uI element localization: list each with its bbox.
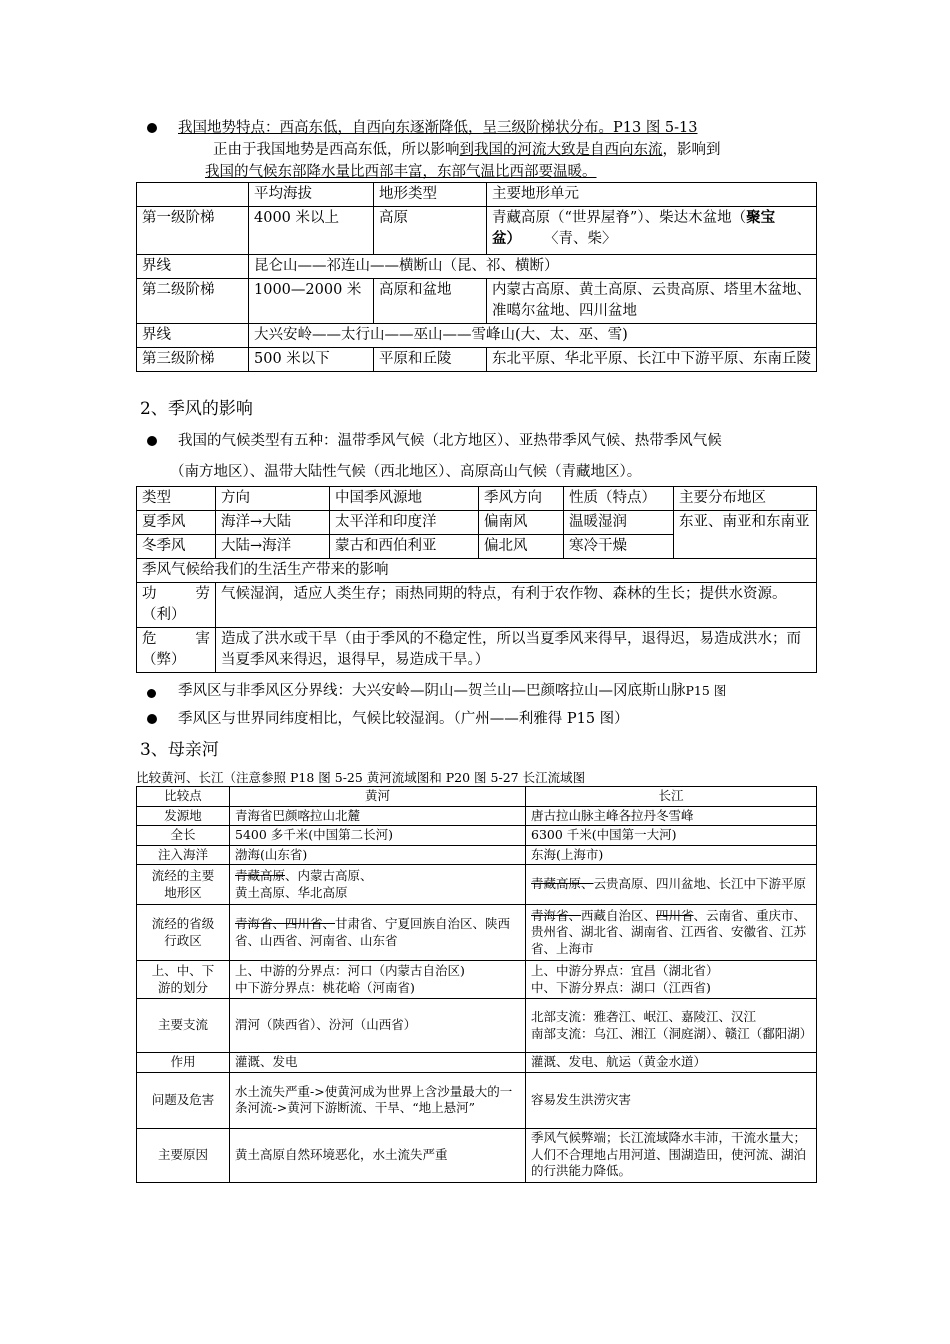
bullet-icon: [147, 436, 157, 446]
bullet-icon: [147, 714, 157, 724]
table-row: 夏季风 海洋→大陆 太平洋和印度洋 偏南风 温暖湿润 东亚、南亚和东南亚: [137, 511, 817, 535]
terrain-feature-line: 我国地势特点：西高东低，自西向东逐渐降低，呈三级阶梯状分布。P13 图 5-13: [178, 120, 698, 136]
climate-types-line-1: 我国的气候类型有五种：温带季风气候（北方地区）、亚热带季风气候、热带季风气候: [178, 433, 722, 449]
table-header-row: 平均海拔 地形类型 主要地形单元: [137, 183, 817, 207]
table-row: 全长 5400 多千米(中国第二长河) 6300 千米(中国第一大河): [137, 826, 817, 846]
section-title-mother-river: 3、母亲河: [140, 740, 219, 760]
table-row: 第一级阶梯 4000 米以上 高原 青藏高原（“世界屋脊”）、柴达木盆地（聚宝盆） 〈青、柴〉: [137, 207, 817, 255]
intro-line-2: 正由于我国地势是西高东低，所以影响到我国的河流大致是自西向东流，影响到: [213, 142, 721, 158]
table-row: 发源地 青海省巴颜喀拉山北麓 唐古拉山脉主峰各拉丹冬雪峰: [137, 806, 817, 826]
river-compare-caption: 比较黄河、长江（注意参照 P18 图 5-25 黄河流域图和 P20 图 5-27 长江流域图: [136, 770, 586, 785]
table-row: 流经的主要 地形区 青藏高原、内蒙古高原、 黄土高原、华北高原 青藏高原、云贵高原、四川盆地、长江中下游平原: [137, 865, 817, 905]
table-row: 主要支流 渭河（陕西省）、汾河（山西省） 北部支流：雅砻江、岷江、嘉陵江、汉江 南部支流：乌江、湘江（洞庭湖）、赣江（鄱阳湖）: [137, 999, 817, 1053]
table-header-row: 比较点 黄河 长江: [137, 787, 817, 807]
monsoon-humidity-line: 季风区与世界同纬度相比，气候比较湿润。（广州——利雅得 P15 图）: [178, 711, 629, 727]
table-row: 季风气候给我们的生活生产带来的影响: [137, 559, 817, 583]
table-row: 危 害 （弊） 造成了洪水或干旱（由于季风的不稳定性，所以当夏季风来得早，退得迟，易造成洪水；而当夏季风来得迟，退得早，易造成干旱。）: [137, 628, 817, 673]
river-comparison-table: [136, 786, 817, 1183]
table-row: 第三级阶梯 500 米以下 平原和丘陵 东北平原、华北平原、长江中下游平原、东南丘陵: [137, 348, 817, 372]
section-title-monsoon: 2、季风的影响: [140, 399, 253, 419]
table-row: 作用 灌溉、发电 灌溉、发电、航运（黄金水道）: [137, 1053, 817, 1073]
table-row: 冬季风 大陆→海洋 蒙古和西伯利亚 偏北风 寒冷干燥: [137, 535, 817, 559]
monsoon-boundary-line: 季风区与非季风区分界线：大兴安岭—阴山—贺兰山—巴颜喀拉山—冈底斯山脉P15 图: [178, 683, 727, 699]
intro-line-3: 我国的气候东部降水量比西部丰富，东部气温比西部要温暖。: [205, 164, 597, 180]
table-row: 功 劳 （利） 气候湿润，适应人类生存；雨热同期的特点，有利于农作物、森林的生长；提供水资源。: [137, 583, 817, 628]
terrain-steps-table: [136, 182, 817, 372]
table-row: 问题及危害 水土流失严重->使黄河成为世界上含沙量最大的一条河流->黄河下游断流、干旱、“地上悬河” 容易发生洪涝灾害: [137, 1072, 817, 1128]
table-row: 注入海洋 渤海(山东省) 东海(上海市): [137, 845, 817, 865]
table-row: 界线 大兴安岭——太行山——巫山——雪峰山(大、太、巫、雪): [137, 324, 817, 348]
climate-types-line-2: （南方地区）、温带大陆性气候（西北地区）、高原高山气候（青藏地区）。: [170, 464, 642, 480]
bullet-icon: [147, 123, 157, 133]
table-row: 第二级阶梯 1000—2000 米 高原和盆地 内蒙古高原、黄土高原、云贵高原、塔里木盆地、准噶尔盆地、四川盆地: [137, 279, 817, 324]
bullet-icon: [147, 689, 156, 698]
table-header-row: 类型 方向 中国季风源地 季风方向 性质（特点） 主要分布地区: [137, 487, 817, 511]
table-row: 主要原因 黄土高原自然环境恶化，水土流失严重 季风气候弊端；长江流域降水丰沛，干流水量大；人们不合理地占用河道、围湖造田，使河流、湖泊的行洪能力降低。: [137, 1128, 817, 1182]
table-row: 流经的省级 行政区 青海省、四川省、甘肃省、宁夏回族自治区、陕西省、山西省、河南省、山东省 青海省、西藏自治区、四川省、云南省、重庆市、贵州省、湖北省、湖南省、江西省、安徽省、江苏省、上海市: [137, 905, 817, 961]
table-row: 界线 昆仑山——祁连山——横断山（昆、祁、横断）: [137, 255, 817, 279]
table-row: 上、中、下 游的划分 上、中游的分界点：河口（内蒙古自治区) 中下游分界点：桃花峪（河南省) 上、中游分界点：宜昌（湖北省） 中、下游分界点：湖口（江西省): [137, 961, 817, 999]
monsoon-table: [136, 486, 817, 673]
